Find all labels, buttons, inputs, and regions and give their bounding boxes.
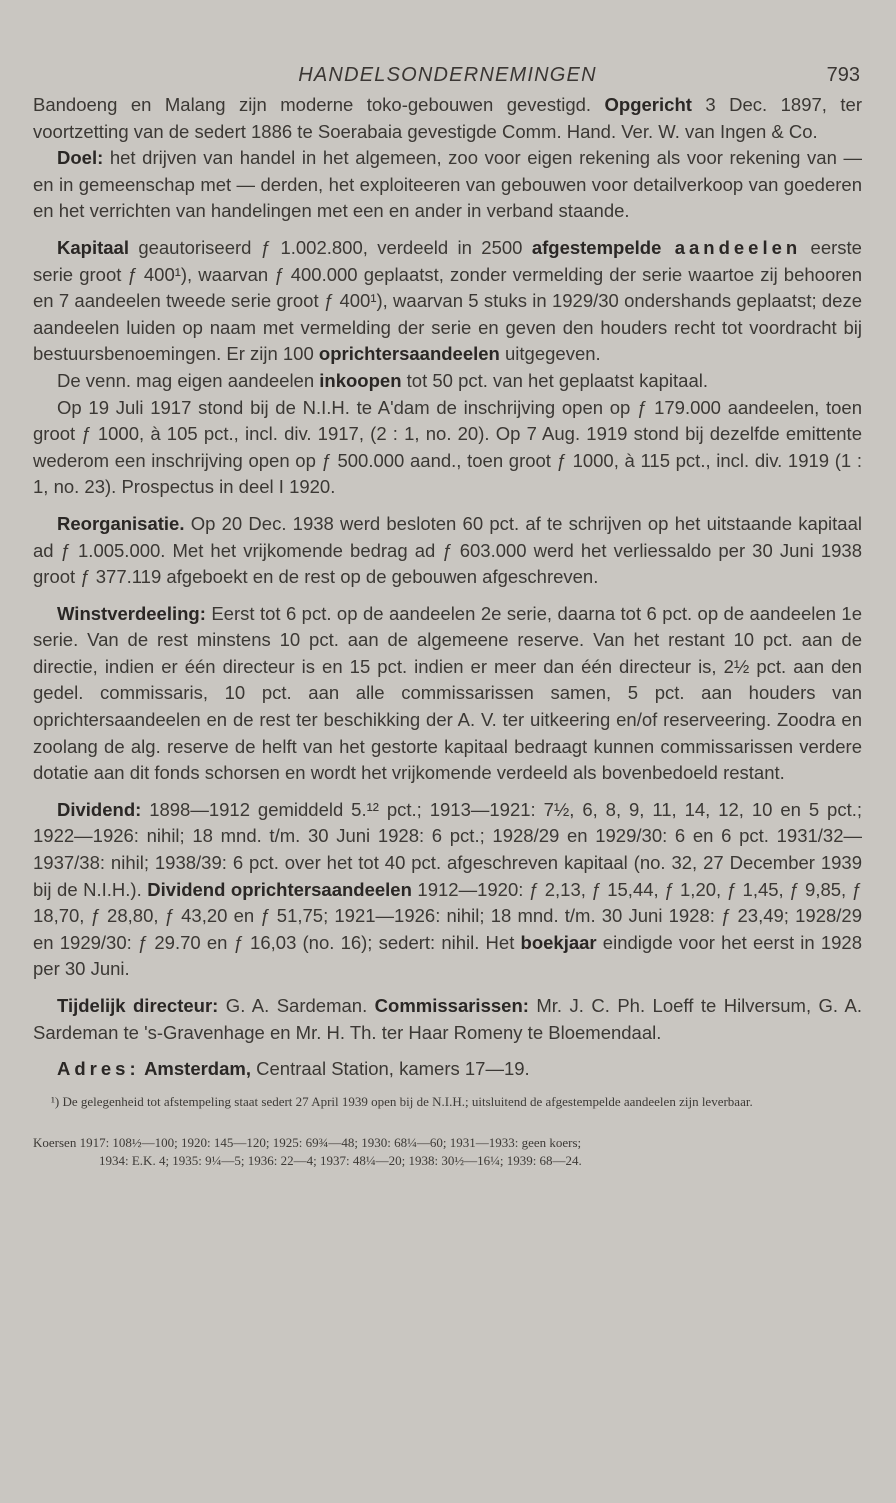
keyword-winstverdeeling: Winstverdeeling: [57, 602, 206, 624]
text-run: eindigde voor het eerst in 1928 per 30 Juni. [33, 931, 862, 980]
keyword-boekjaar: boekjaar [520, 931, 597, 953]
text-run: Op 20 Dec. 1938 werd besloten 60 pct. af te schrijven op het uitstaande kapitaal ad ƒ 1.005.000. Met het vrijkomende bedrag ad ƒ 603.000 werd het verliessaldo per 30 Juni 1938 groot ƒ 377.119 afgeboekt en de rest op de gebouwen afgeschreven. [33, 512, 862, 588]
text-run: tot 50 pct. van het geplaatst kapitaal. [401, 369, 708, 391]
text-run: Mr. J. C. Ph. Loeff te Hilversum, G. A. Sardeman te 's-Gravenhage en Mr. H. Th. ter Haar Romeny te Bloemendaal. [33, 995, 862, 1043]
text-run: 1898—1912 gemiddeld 5.¹² pct.; 1913—1921: 7½, 6, 8, 9, 11, 14, 12, 10 en 5 pct.; 1922—1926: nihil; 18 mnd. t/m. 30 Juni 1928: 6 pct.; 1928/29 en 1929/30: 6 en 6 pct. 1931/32—1937/38: nihil; 1938/39: 6 pct. over het tot 40 pct. afgeschreven kapitaal (no. 32, 27 December 1939 bij de N.I.H.). [33, 798, 862, 900]
paragraph-inkoopen [33, 368, 862, 395]
text-run: Centraal Station, kamers 17—19. [251, 1058, 530, 1080]
koersen-line-2: 1934: E.K. 4; 1935: 9¼—5; 1936: 22—4; 1937: 48¼—20; 1938: 30½—16¼; 1939: 68—24. [99, 1152, 582, 1168]
keyword-afgestempelde: afgestempelde [531, 236, 662, 258]
koersen-line-1: Koersen 1917: 108½—100; 1920: 145—120; 1925: 69¾—48; 1930: 68¼—60; 1931—1933: geen koers; [33, 1134, 582, 1150]
keyword-doel: Doel: [57, 147, 104, 169]
keyword-commissarissen: Commissarissen: [374, 995, 529, 1016]
text-run: 1912—1920: ƒ 2,13, ƒ 15,44, ƒ 1,20, ƒ 1,45, ƒ 9,85, ƒ 18,70, ƒ 28,80, ƒ 43,20 en ƒ 51,75; 1921—1926: nihil; 18 mnd. t/m. 30 Juni 1928: ƒ 23,49; 1928/29 en 1929/30: ƒ 29.70 en ƒ 16,03 (no. 16); sedert: nihil. Het [33, 878, 862, 953]
footnote: ¹) De gelegenheid tot afstempeling staat sedert 27 April 1939 open bij de N.I.H.; uitsluitend de afgestempelde aandeelen zijn leverbaar. [51, 1093, 753, 1109]
keyword-inkoopen: inkoopen [319, 369, 402, 391]
page-header [33, 64, 862, 92]
keyword-amsterdam: Amsterdam, [139, 1058, 251, 1080]
text-run: De venn. mag eigen aandeelen [57, 369, 320, 391]
paragraph-doel [33, 145, 862, 225]
keyword-aandeelen: aandeelen [661, 236, 802, 258]
paragraph-bestuur [33, 993, 862, 1046]
text-run: geautoriseerd ƒ 1.002.800, verdeeld in 2500 [128, 236, 532, 258]
text-run: eerste serie groot ƒ 400¹), waarvan ƒ 400.000 geplaatst, zonder vermelding der serie waartoe zij behooren en 7 aandeelen tweede serie groot ƒ 400¹), waarvan 5 stuks in 1929/30 ondershands geplaatst; deze aandeelen luiden op naam met vermelding der serie en geven den houders recht tot voordracht bij bestuursbenoemingen. Er zijn 100 [33, 236, 862, 365]
running-title: HANDELSONDERNEMINGEN [298, 64, 597, 86]
keyword-oprichtersaandeelen: oprichtersaandeelen [318, 343, 500, 365]
paragraph-winstverdeeling [33, 601, 862, 787]
paragraph-inschrijving [33, 395, 862, 501]
paragraph-dividend [33, 797, 862, 983]
keyword-kapitaal: Kapitaal [57, 236, 129, 258]
paragraph-adres [33, 1056, 862, 1083]
body-text [33, 92, 862, 1083]
paragraph-intro [33, 92, 862, 145]
paragraph-reorganisatie [33, 511, 862, 591]
koersen-block [33, 1134, 862, 1170]
paragraph-kapitaal [33, 235, 862, 368]
text-run: Op 19 Juli 1917 stond bij de N.I.H. te A'dam de inschrijving open op ƒ 179.000 aandeelen, toen groot ƒ 1000, à 105 pct., incl. div. 1917, (2 : 1, no. 20). Op 7 Aug. 1919 stond bij dezelfde emittente wederom een inschrijving open op ƒ 500.000 aand., toen groot ƒ 1000, à 115 pct., incl. div. 1919 (1 : 1, no. 23). Prospectus in deel I 1920. [33, 396, 862, 498]
text-run: uitgegeven. [499, 343, 601, 365]
keyword-reorganisatie: Reorganisatie. [57, 512, 185, 534]
text-run: G. A. Sardeman. [218, 995, 375, 1016]
keyword-directeur: Tijdelijk directeur: [57, 995, 219, 1016]
keyword-opgericht: Opgericht [604, 94, 692, 115]
keyword-adres: Adres: [57, 1058, 140, 1080]
text-run: Eerst tot 6 pct. op de aandeelen 2e serie, daarna tot 6 pct. op de aandeelen 1e serie. Van de rest minstens 10 pct. aan de algemeene reserve. Van het restant 10 pct. aan de directie, indien er één directeur is en 15 pct. indien er meer dan één directeur is, 2½ pct. aan den gedel. commissaris, 10 pct. aan alle commissarissen samen, 5 pct. aan houders van oprichtersaandeelen en de rest ter beschikking der A. V. ter uitkeering en/of reserveering. Zoodra en zoolang de alg. reserve de helft van het gestorte kapitaal bedraagt kunnen commissarissen verdere dotatie aan dit fonds schorsen en wordt het vrijkomende verdeeld als bovenbedoeld restant. [33, 602, 862, 784]
text-run: 3 Dec. 1897, ter voortzetting van de sedert 1886 te Soerabaia gevestigde Comm. Hand. Ver. W. van Ingen & Co. [33, 94, 862, 142]
page-number: 793 [826, 64, 860, 86]
keyword-dividend: Dividend: [57, 798, 142, 820]
keyword-dividend-oprichtersaandeelen: Dividend oprichtersaandeelen [147, 878, 412, 900]
text-run: het drijven van handel in het algemeen, zoo voor eigen rekening als voor rekening van — en in gemeenschap met — derden, het exploiteeren van gebouwen voor detailverkoop van goederen en het verrichten van handelingen met een en ander in verband staande. [33, 147, 862, 222]
text-run: Bandoeng en Malang zijn moderne toko-gebouwen gevestigd. [33, 94, 605, 115]
